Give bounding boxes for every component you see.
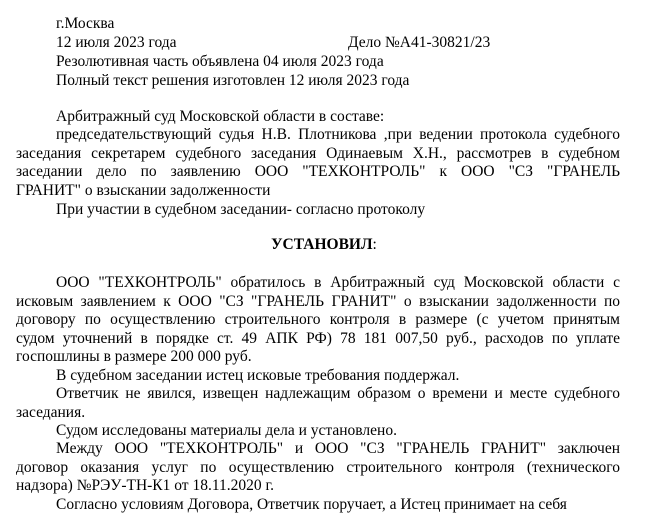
decision-date: 12 июля 2023 года bbox=[56, 34, 177, 51]
full-text-date: Полный текст решения изготовлен 12 июля 2023 года bbox=[56, 72, 410, 89]
case-number: Дело №А41-30821/23 bbox=[348, 34, 491, 51]
court-composition: Арбитражный суд Московской области в составе: bbox=[56, 108, 385, 125]
claim-line: договору по осуществлению строительного контроля в размере (с учетом принятым bbox=[16, 311, 620, 329]
claim-line: ООО "ТЕХКОНТРОЛЬ" обратилось в Арбитражный суд Московской области с bbox=[56, 274, 620, 291]
resolutive-part-date: Резолютивная часть объявлена 04 июля 2023 года bbox=[56, 53, 384, 70]
claim-line: исковым заявлением к ООО "СЗ "ГРАНЕЛЬ ГРАНИТ" о взыскании задолженности по bbox=[16, 292, 620, 310]
contract-line: Между ООО "ТЕХКОНТРОЛЬ" и ООО "СЗ "ГРАНЕЛЬ ГРАНИТ" заключен bbox=[56, 440, 620, 457]
heading-title: УСТАНОВИЛ bbox=[271, 236, 373, 253]
city: г.Москва bbox=[56, 15, 115, 32]
claim-line: судом уточнений в порядке ст. 49 АПК РФ) 78 181 007,50 руб., расходов по уплате bbox=[16, 329, 620, 347]
judge-line: председательствующий судья Н.В. Плотникова ,при ведении протокола судебного bbox=[56, 126, 620, 143]
paragraph-contract bbox=[16, 440, 620, 496]
paragraph-claim bbox=[16, 274, 620, 367]
heading-colon: : bbox=[372, 236, 377, 253]
contract-line: договор оказания услуг по осуществлению строительного контроля (технического bbox=[16, 458, 620, 476]
judge-line: заседании дело по заявлению ООО "ТЕХКОНТРОЛЬ" к ООО "СЗ "ГРАНЕЛЬ bbox=[16, 163, 620, 181]
claim-line: госпошлины в размере 200 000 руб. bbox=[16, 348, 252, 366]
judge-paragraph bbox=[16, 126, 620, 200]
partial-line: Согласно условиям Договора, Ответчик поручает, а Истец принимает на себя bbox=[56, 496, 567, 513]
judge-line: заседания секретарем судебного заседания Одинаевым Х.Н., рассмотрев в судебном bbox=[16, 144, 620, 162]
heading-established bbox=[0, 236, 648, 254]
defendant-line: Ответчик не явился, извещен надлежащим образом о времени и месте судебного bbox=[56, 385, 620, 402]
participation-line: При участии в судебном заседании- согласно протоколу bbox=[56, 201, 426, 218]
judge-line: ГРАНИТ" о взыскании задолженности bbox=[16, 181, 271, 199]
defendant-line: заседания. bbox=[16, 403, 86, 421]
paragraph-defendant bbox=[16, 385, 620, 422]
plaintiff-support-line: В судебном заседании истец исковые требования поддержал. bbox=[56, 367, 460, 384]
contract-line: надзора) №РЭУ-ТН-К1 от 18.11.2020 г. bbox=[16, 477, 274, 495]
court-examined-line: Судом исследованы материалы дела и установлено. bbox=[56, 422, 397, 439]
